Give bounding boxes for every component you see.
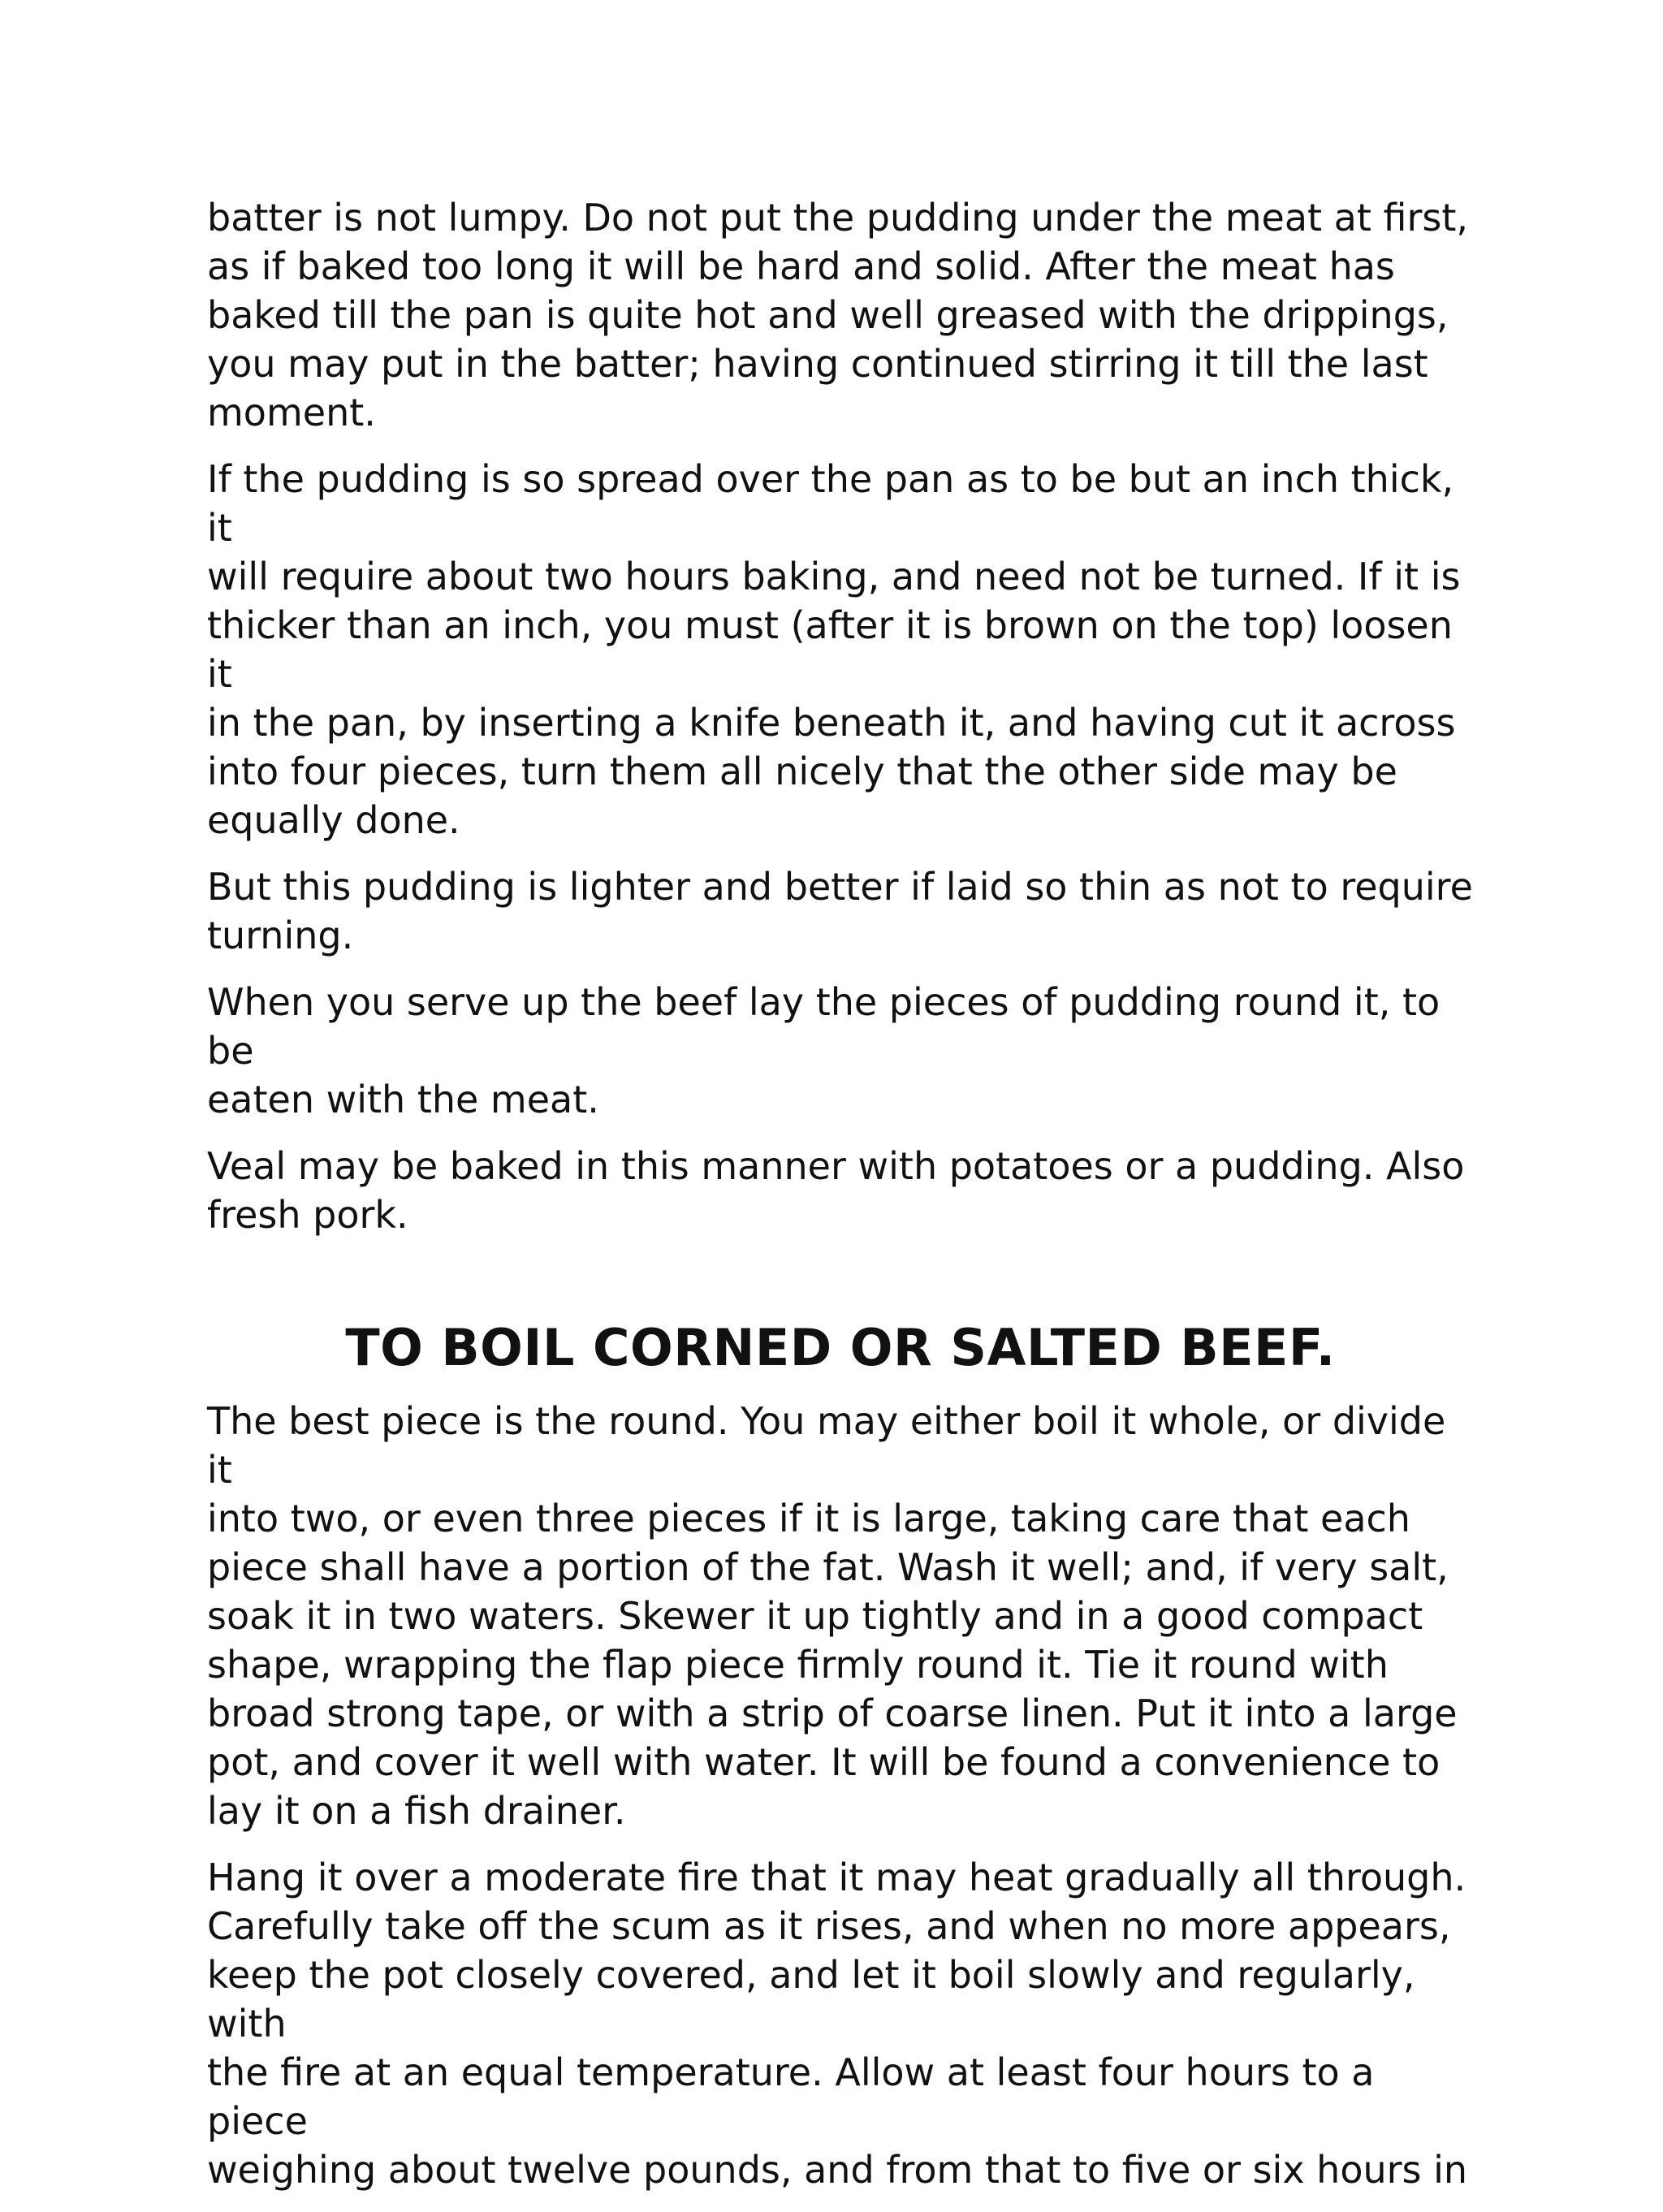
paragraph-boiling: Hang it over a moderate fire that it may heat gradually all through. Carefully take off the scum as it rises, and when no more appears, keep the pot closely covered, and let it boil slowly and regularly, with the fire at an equal temperature. Allow at least four hours to a piece weighing about twelve pounds, and from that to five or six hours in bbox=[207, 1856, 1468, 2192]
paragraph-veal: Veal may be baked in this manner with potatoes or a pudding. Also fresh pork. bbox=[207, 1144, 1465, 1237]
paragraph-best-piece: The best piece is the round. You may either boil it whole, or divide it into two, or even three pieces if it is large, taking care that each piece shall have a portion of the fat. Wash it well; and, if very salt, soak it in two waters. Skewer it up tightly and in a good compact shape, wrapping the flap piece firmly round it. Tie it round with broad strong tape, or with a strip of coarse linen. Put it into a large pot, and cover it well with water. It will be found a convenience to lay it on a fish drainer. bbox=[207, 1399, 1458, 1833]
section-heading: TO BOIL CORNED OR SALTED BEEF. bbox=[345, 1318, 1336, 1377]
document-page bbox=[207, 193, 1474, 2212]
paragraph-serving: When you serve up the beef lay the pieces of pudding round it, to be eaten with the meat. bbox=[207, 980, 1441, 1121]
paragraph-pudding-thickness: If the pudding is so spread over the pan as to be but an inch thick, it will require about two hours baking, and need not be turned. If it is thicker than an inch, you must (after it is brown on the top) loosen it in the pan, by inserting a knife beneath it, and having cut it across into four pieces, turn them all nicely that the other side may be equally done. bbox=[207, 457, 1461, 842]
paragraph-batter: batter is not lumpy. Do not put the pudding under the meat at first, as if baked too long it will be hard and solid. After the meat has baked till the pan is quite hot and well greased with the drippings, you may put in the batter; having continued stirring it till the last moment. bbox=[207, 196, 1469, 434]
paragraph-lighter-pudding: But this pudding is lighter and better if laid so thin as not to require turning. bbox=[207, 865, 1473, 957]
